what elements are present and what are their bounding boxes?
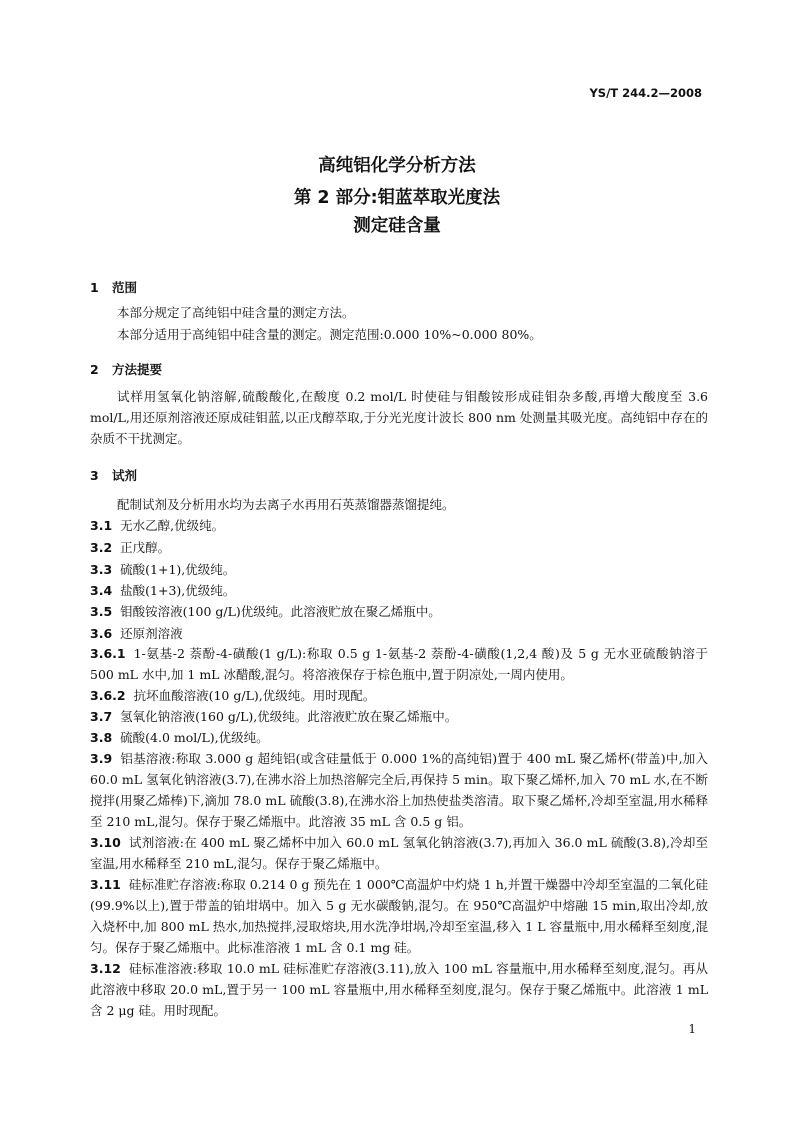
paragraph: 本部分适用于高纯铝中硅含量的测定。测定范围:0.000 10%~0.000 80%。 — [117, 327, 542, 342]
list-item — [90, 706, 708, 727]
page-number: 1 — [688, 1022, 696, 1036]
item-number: 3.12 — [90, 961, 121, 976]
list-item — [90, 559, 708, 580]
section-number: 1 — [90, 280, 99, 295]
item-text: 氢氧化钠溶液(160 g/L),优级纯。此溶液贮放在聚乙烯瓶中。 — [120, 709, 458, 724]
list-item — [90, 874, 708, 958]
paragraph: 本部分规定了高纯铝中硅含量的测定方法。 — [117, 305, 355, 320]
paragraph: 试样用氢氧化钠溶解,硫酸酸化,在酸度 0.2 mol/L 时使硅与钼酸铵形成硅钼杂多酸,再增大酸度至 3.6 mol/L,用还原剂溶液还原成硅钼蓝,以正戊醇萃取,于分光光度计波长 800 nm 处测量其吸光度。高纯铝中存在的杂质不干扰测定。 — [90, 389, 708, 446]
list-item — [90, 832, 708, 874]
list-item — [90, 623, 708, 644]
list-item — [90, 685, 708, 706]
item-number: 3.11 — [90, 877, 121, 892]
list-item — [90, 515, 708, 536]
item-number: 3.6.1 — [90, 646, 126, 661]
list-item — [90, 958, 708, 1021]
paragraph: 配制试剂及分析用水均为去离子水再用石英蒸馏器蒸馏提纯。 — [117, 497, 455, 512]
item-number: 3.7 — [90, 709, 113, 724]
list-item — [90, 643, 708, 685]
section-heading-3 — [90, 466, 137, 484]
item-number: 3.5 — [90, 604, 113, 619]
section-heading-1 — [90, 278, 137, 296]
item-text: 硫酸(1+1),优级纯。 — [120, 562, 236, 577]
item-text: 铝基溶液:称取 3.000 g 超纯铝(或含硅量低于 0.000 1%的高纯铝)置于 400 mL 聚乙烯杯(带盖)中,加入 60.0 mL 氢氧化钠溶液(3.7),在沸水浴上加热溶解完全后,再保持 5 min。取下聚乙烯杯,加入 70 mL 水,在不断搅拌(用聚乙烯棒)下,滴加 78.0 mL 硫酸(3.8),在沸水浴上加热使盐类溶清。取下聚乙烯杯,冷却至室温,用水稀释至 210 mL,混匀。保存于聚乙烯瓶中。此溶液 35 mL 含 0.5 g 铝。 — [90, 751, 708, 829]
item-text: 试剂溶液:在 400 mL 聚乙烯杯中加入 60.0 mL 氢氧化钠溶液(3.7),再加入 36.0 mL 硫酸(3.8),冷却至室温,用水稀释至 210 mL,混匀。保存于聚乙烯瓶中。 — [90, 835, 708, 871]
list-item — [90, 727, 708, 748]
item-text: 硅标准贮存溶液:称取 0.214 0 g 预先在 1 000℃高温炉中灼烧 1 h,并置干燥器中冷却至室温的二氧化硅(99.9%以上),置于带盖的铂坩埚中。加入 5 g 无水碳酸钠,混匀。在 950℃高温炉中熔融 15 min,取出冷却,放入烧杯中,加 800 mL 热水,加热搅拌,浸取熔块,用水洗净坩埚,冷却至室温,移入 1 L 容量瓶中,用水稀释至刻度,混匀。保存于聚乙烯瓶中。此标准溶液 1 mL 含 0.1 mg 硅。 — [90, 877, 708, 955]
item-number: 3.6 — [90, 626, 113, 641]
item-text: 还原剂溶液 — [120, 626, 183, 641]
item-number: 3.2 — [90, 540, 113, 555]
section-number: 2 — [90, 362, 99, 377]
list-item — [90, 537, 708, 558]
document-title-line3: 测定硅含量 — [353, 216, 441, 236]
item-number: 3.1 — [90, 518, 113, 533]
section-title: 试剂 — [112, 468, 138, 483]
list-item — [90, 580, 708, 601]
item-number: 3.6.2 — [90, 688, 126, 703]
item-number: 3.10 — [90, 835, 121, 850]
item-text: 盐酸(1+3),优级纯。 — [120, 583, 236, 598]
item-number: 3.4 — [90, 583, 113, 598]
section-heading-2 — [90, 360, 162, 378]
standard-code: YS/T 244.2—2008 — [589, 86, 702, 100]
section-number: 3 — [90, 468, 99, 483]
list-item — [90, 601, 708, 622]
document-title-line2: 第 2 部分:钼蓝萃取光度法 — [293, 188, 501, 208]
item-text: 1-氨基-2 萘酚-4-磺酸(1 g/L):称取 0.5 g 1-氨基-2 萘酚-4-磺酸(1,2,4 酸)及 5 g 无水亚硫酸钠溶于 500 mL 水中,加 1 mL 冰醋酸,混匀。将溶液保存于棕色瓶中,置于阴凉处,一周内使用。 — [90, 646, 708, 682]
item-text: 抗坏血酸溶液(10 g/L),优级纯。用时现配。 — [133, 688, 376, 703]
item-text: 硅标准溶液:移取 10.0 mL 硅标准贮存溶液(3.11),放入 100 mL 容量瓶中,用水稀释至刻度,混匀。再从此溶液中移取 20.0 mL,置于另一 100 mL 容量瓶中,用水稀释至刻度,混匀。保存于聚乙烯瓶中。此溶液 1 mL 含 2 μg 硅。用时现配。 — [90, 961, 708, 1018]
item-text: 钼酸铵溶液(100 g/L)优级纯。此溶液贮放在聚乙烯瓶中。 — [120, 604, 441, 619]
item-text: 硫酸(4.0 mol/L),优级纯。 — [120, 730, 269, 745]
list-item — [90, 748, 708, 832]
item-number: 3.3 — [90, 562, 113, 577]
section-title: 方法提要 — [112, 362, 163, 377]
section-title: 范围 — [112, 280, 138, 295]
item-number: 3.9 — [90, 751, 113, 766]
item-text: 正戊醇。 — [120, 540, 171, 555]
item-text: 无水乙醇,优级纯。 — [120, 518, 225, 533]
item-number: 3.8 — [90, 730, 113, 745]
document-title-line1: 高纯铝化学分析方法 — [318, 156, 476, 176]
